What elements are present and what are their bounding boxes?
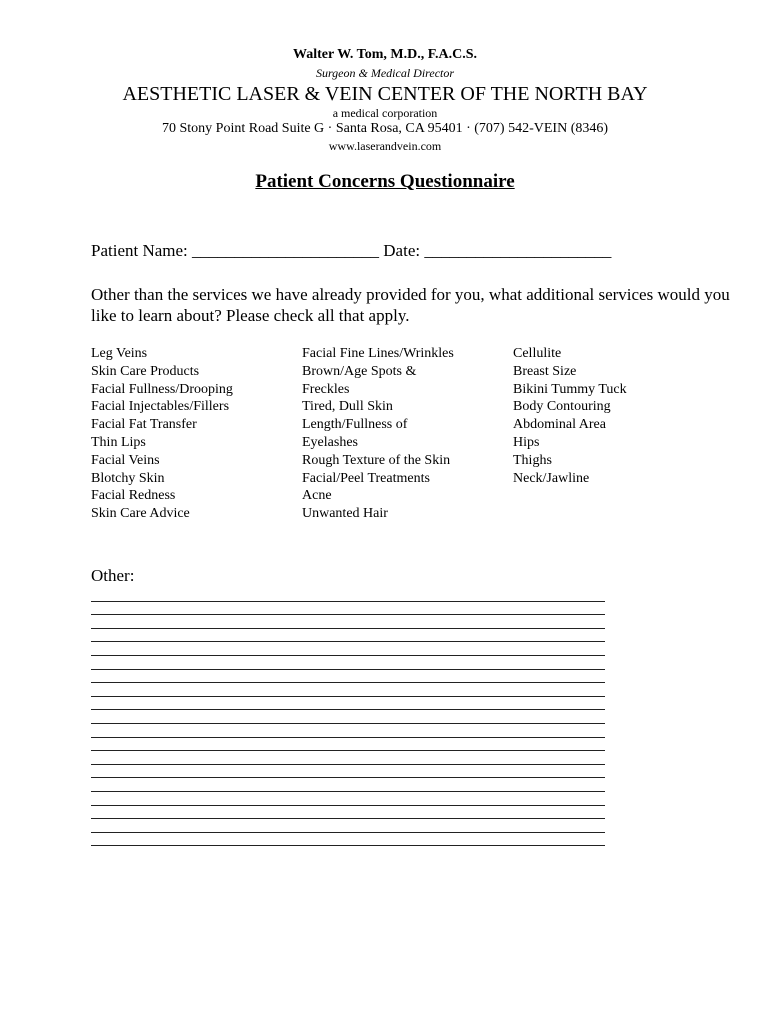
service-option[interactable]: Breast Size xyxy=(513,363,577,379)
write-in-line[interactable] xyxy=(91,751,605,765)
service-option[interactable]: Facial Redness xyxy=(91,488,176,504)
services-column-1 xyxy=(91,345,233,523)
service-option[interactable]: Facial Fullness/Drooping xyxy=(91,381,233,397)
write-in-line[interactable] xyxy=(91,792,605,806)
corporation-note: a medical corporation xyxy=(332,106,438,120)
service-option-continued: Eyelashes xyxy=(302,434,358,450)
write-in-line[interactable] xyxy=(91,765,605,779)
service-option[interactable]: Facial Fat Transfer xyxy=(91,417,197,433)
service-option-continued: Freckles xyxy=(302,381,350,397)
service-option[interactable]: Blotchy Skin xyxy=(91,470,165,486)
service-option[interactable]: Rough Texture of the Skin xyxy=(302,452,451,468)
write-in-line[interactable] xyxy=(91,778,605,792)
write-in-line[interactable] xyxy=(91,670,605,684)
service-option[interactable]: Facial Veins xyxy=(91,452,160,468)
clinic-website: www.laserandvein.com xyxy=(328,139,442,153)
write-in-line[interactable] xyxy=(91,602,605,616)
service-option[interactable]: Neck/Jawline xyxy=(513,470,590,486)
form-title: Patient Concerns Questionnaire xyxy=(255,171,515,192)
write-in-line[interactable] xyxy=(91,738,605,752)
write-in-line[interactable] xyxy=(91,656,605,670)
write-in-line[interactable] xyxy=(91,710,605,724)
write-in-line[interactable] xyxy=(91,697,605,711)
write-in-line[interactable] xyxy=(91,642,605,656)
patient-name-date-field[interactable]: Patient Name: ______________________ Date: ______________________ xyxy=(91,241,612,260)
services-question: Other than the services we have already provided for you, what additional services would you like to learn about? Please check all that apply. xyxy=(91,285,730,325)
write-in-line[interactable] xyxy=(91,615,605,629)
service-option[interactable]: Thighs xyxy=(513,452,552,468)
write-in-line[interactable] xyxy=(91,629,605,643)
service-option[interactable]: Brown/Age Spots & xyxy=(302,363,417,379)
service-option[interactable]: Bikini Tummy Tuck xyxy=(513,381,627,397)
service-option[interactable]: Facial Fine Lines/Wrinkles xyxy=(302,346,454,361)
clinic-name: AESTHETIC LASER & VEIN CENTER OF THE NORTH BAY xyxy=(122,83,648,105)
write-in-line[interactable] xyxy=(91,806,605,820)
service-option[interactable]: Skin Care Advice xyxy=(91,506,190,522)
clinic-address: 70 Stony Point Road Suite G · Santa Rosa, CA 95401 · (707) 542-VEIN (8346) xyxy=(161,121,609,136)
service-option[interactable]: Leg Veins xyxy=(91,346,148,361)
service-option[interactable]: Facial Injectables/Fillers xyxy=(91,399,230,415)
service-option[interactable]: Thin Lips xyxy=(91,434,146,450)
service-option[interactable]: Facial/Peel Treatments xyxy=(302,470,430,486)
service-option[interactable]: Cellulite xyxy=(513,346,562,361)
service-option[interactable]: Unwanted Hair xyxy=(302,506,388,522)
services-column-3 xyxy=(513,345,627,487)
service-option[interactable]: Tired, Dull Skin xyxy=(302,399,393,415)
service-option[interactable]: Length/Fullness of xyxy=(302,417,408,433)
service-option[interactable]: Body Contouring xyxy=(513,399,611,415)
write-in-line[interactable] xyxy=(91,833,605,847)
service-option[interactable]: Skin Care Products xyxy=(91,363,200,379)
write-in-line[interactable] xyxy=(91,683,605,697)
doctor-name: Walter W. Tom, M.D., F.A.C.S. xyxy=(293,47,477,62)
other-label: Other: xyxy=(91,566,135,585)
write-in-line[interactable] xyxy=(91,724,605,738)
services-column-2 xyxy=(302,345,454,523)
other-write-in-area[interactable] xyxy=(91,588,605,846)
service-option[interactable]: Abdominal Area xyxy=(513,417,606,433)
doctor-role: Surgeon & Medical Director xyxy=(315,66,455,80)
write-in-line[interactable] xyxy=(91,819,605,833)
service-option[interactable]: Acne xyxy=(302,488,332,504)
service-option[interactable]: Hips xyxy=(513,434,540,450)
write-in-line[interactable] xyxy=(91,588,605,602)
